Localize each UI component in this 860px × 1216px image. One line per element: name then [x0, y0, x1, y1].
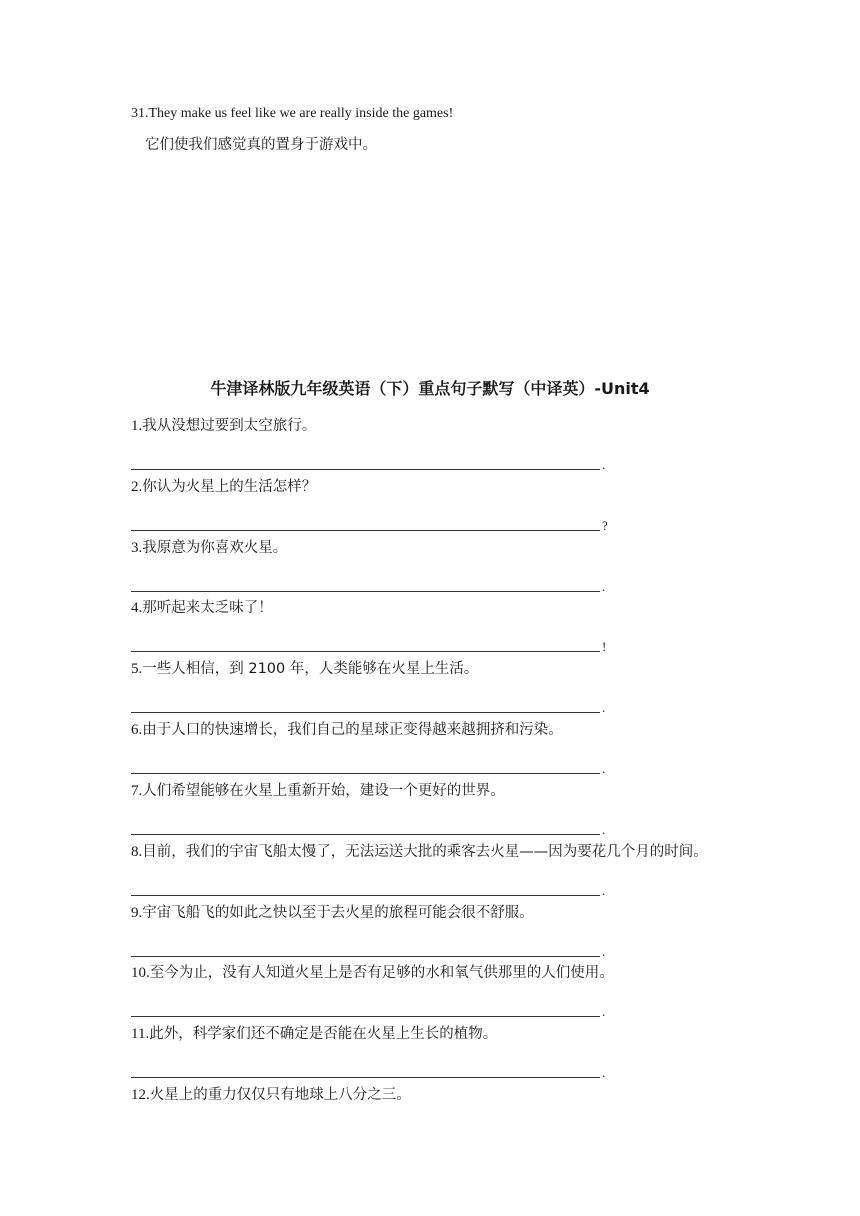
question-text: 你认为火星上的生活怎样？: [142, 479, 317, 495]
answer-end-punctuation: .: [602, 883, 606, 898]
answer-row[interactable]: [131, 634, 851, 656]
question-number: 8.: [131, 844, 143, 860]
question-number: 9.: [131, 905, 143, 921]
question-11: [131, 1022, 851, 1082]
answer-row[interactable]: [131, 695, 851, 717]
question-8: [131, 840, 851, 900]
question-prompt: [131, 414, 851, 438]
answer-row[interactable]: [131, 756, 851, 778]
page-title: 牛津译林版九年级英语（下）重点句子默写（中译英）-Unit4: [210, 379, 650, 398]
question-number: 11.: [131, 1026, 150, 1042]
previous-item-english: 31.They make us feel like we are really inside the games!: [131, 106, 454, 121]
question-prompt: [131, 1022, 851, 1046]
answer-row[interactable]: [131, 574, 851, 596]
answer-blank-line[interactable]: [131, 834, 600, 835]
question-number: 5.: [131, 661, 143, 677]
question-9: [131, 901, 851, 961]
answer-blank-line[interactable]: [131, 530, 600, 531]
question-number: 1.: [131, 418, 143, 434]
question-number: 10.: [131, 965, 150, 981]
answer-row[interactable]: [131, 999, 851, 1021]
question-1: [131, 414, 851, 474]
question-prompt: [131, 596, 851, 620]
question-text: 至今为止，没有人知道火星上是否有足够的水和氧气供那里的人们使用。: [149, 965, 614, 981]
question-4: [131, 596, 851, 656]
answer-blank-line[interactable]: [131, 956, 600, 957]
question-number: 4.: [131, 600, 143, 616]
question-prompt: [131, 840, 851, 864]
answer-blank-line[interactable]: [131, 895, 600, 896]
answer-blank-line[interactable]: [131, 712, 600, 713]
question-5: [131, 657, 851, 717]
question-text: 此外，科学家们还不确定是否能在火星上生长的植物。: [149, 1026, 498, 1042]
question-text: 人们希望能够在火星上重新开始，建设一个更好的世界。: [142, 783, 505, 799]
previous-item-chinese: 它们使我们感觉真的置身于游戏中。: [145, 137, 377, 153]
answer-end-punctuation: .: [602, 944, 606, 959]
question-text: 目前，我们的宇宙飞船太慢了，无法运送大批的乘客去火星——因为要花几个月的时间。: [142, 844, 708, 860]
question-number: 6.: [131, 722, 143, 738]
answer-row[interactable]: [131, 452, 851, 474]
answer-end-punctuation: .: [602, 822, 606, 837]
answer-end-punctuation: ?: [602, 518, 608, 533]
answer-row[interactable]: [131, 817, 851, 839]
question-12: [131, 1083, 851, 1107]
answer-blank-line[interactable]: [131, 469, 600, 470]
question-prompt: [131, 901, 851, 925]
question-text: 一些人相信，到 2100 年，人类能够在火星上生活。: [142, 661, 479, 677]
answer-row[interactable]: [131, 1060, 851, 1082]
question-3: [131, 536, 851, 596]
answer-row[interactable]: [131, 939, 851, 961]
question-prompt: [131, 657, 851, 681]
question-2: [131, 475, 851, 535]
answer-row[interactable]: [131, 513, 851, 535]
answer-blank-line[interactable]: [131, 773, 600, 774]
question-number: 7.: [131, 783, 143, 799]
question-number: 2.: [131, 479, 143, 495]
answer-end-punctuation: .: [602, 1065, 606, 1080]
question-prompt: [131, 718, 851, 742]
answer-end-punctuation: .: [602, 457, 606, 472]
question-prompt: [131, 1083, 851, 1107]
question-number: 3.: [131, 540, 143, 556]
question-text: 那听起来太乏味了！: [142, 600, 273, 616]
answer-blank-line[interactable]: [131, 591, 600, 592]
question-10: [131, 961, 851, 1021]
question-prompt: [131, 475, 851, 499]
question-prompt: [131, 779, 851, 803]
question-text: 宇宙飞船飞的如此之快以至于去火星的旅程可能会很不舒服。: [142, 905, 534, 921]
question-text: 由于人口的快速增长，我们自己的星球正变得越来越拥挤和污染。: [142, 722, 563, 738]
answer-blank-line[interactable]: [131, 1016, 600, 1017]
answer-blank-line[interactable]: [131, 1077, 600, 1078]
answer-end-punctuation: .: [602, 700, 606, 715]
question-text: 火星上的重力仅仅只有地球上八分之三。: [149, 1087, 411, 1103]
answer-end-punctuation: .: [602, 579, 606, 594]
answer-end-punctuation: !: [602, 639, 607, 654]
question-text: 我原意为你喜欢火星。: [142, 540, 288, 556]
answer-end-punctuation: .: [602, 761, 606, 776]
question-text: 我从没想过要到太空旅行。: [142, 418, 317, 434]
question-prompt: [131, 536, 851, 560]
answer-blank-line[interactable]: [131, 651, 600, 652]
question-prompt: [131, 961, 851, 985]
question-6: [131, 718, 851, 778]
question-7: [131, 779, 851, 839]
question-number: 12.: [131, 1087, 150, 1103]
answer-end-punctuation: .: [602, 1004, 606, 1019]
answer-row[interactable]: [131, 878, 851, 900]
